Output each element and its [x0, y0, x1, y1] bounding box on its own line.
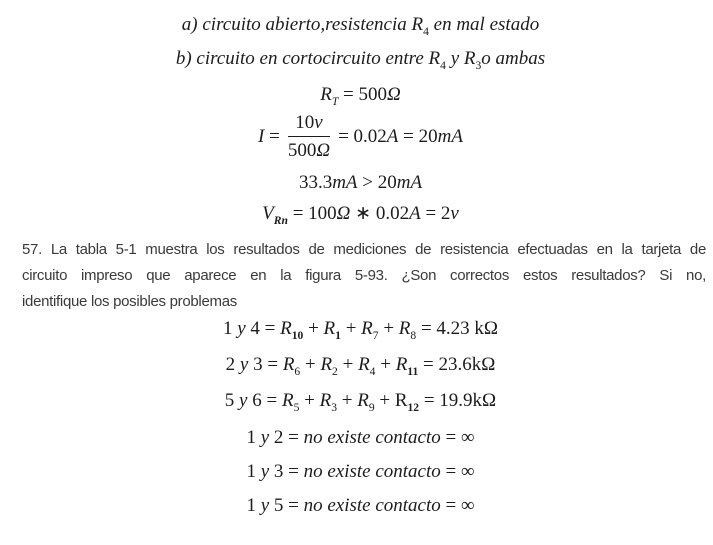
problem-statement-line-1: 57. La tabla 5-1 muestra los resultados de mediciones de resistencia efectuadas en la tarjeta de [22, 241, 706, 258]
no-contact-equation-1y2: 1 y 2 = no existe contacto = ∞ [246, 427, 475, 448]
measurement-equation-5y6: 5 y $6 = R_5 + R_3 + R_9 + R_{12} = 19.9k\Omega$ [224, 390, 497, 414]
problem-statement-line-3: identifique los posibles problemas [22, 293, 237, 310]
answer-line-b: b) circuito en cortocircuito entre $R_4$ y $R_3o$ ambas [175, 48, 546, 72]
equation-vrn: $V_{Rn} = 100\Omega$ ∗ 0.02A = 2v [262, 203, 459, 227]
fraction [288, 111, 330, 162]
answer-line-a: a) circuito abierto,resistencia $R_4$ en mal estado [181, 14, 540, 38]
equation-current-comparison: 33.3mA > 20mA [298, 172, 423, 193]
fraction-numerator: 10v [288, 111, 330, 137]
measurement-equation-2y3: 2 y $3 = R_6 + R_2 + R_4 + R_{11} = 23.6k\Omega$ [225, 354, 496, 378]
equation-current [8, 111, 713, 162]
equation-current-lhs: I = [258, 126, 280, 147]
equation-total-resistance: $R_T = 500\Omega$ [320, 84, 401, 108]
no-contact-equation-1y5: 1 y 5 = no existe contacto = ∞ [246, 495, 475, 516]
problem-statement [22, 237, 706, 315]
equation-current-rhs: = 0.02A = 20mA [338, 126, 463, 147]
no-contact-equation-1y3: 1 y 3 = no existe contacto = ∞ [246, 461, 475, 482]
problem-statement-line-2: circuito impreso que aparece en la figura 5-93. ¿Son correctos estos resultados? Si no, [22, 267, 706, 284]
fraction-denominator: 500Ω [287, 140, 331, 161]
measurement-equation-1y4: 1 y $4 = R_{10} + R_1 + R_7 + R_8 = 4.23$ kΩ [222, 318, 499, 342]
